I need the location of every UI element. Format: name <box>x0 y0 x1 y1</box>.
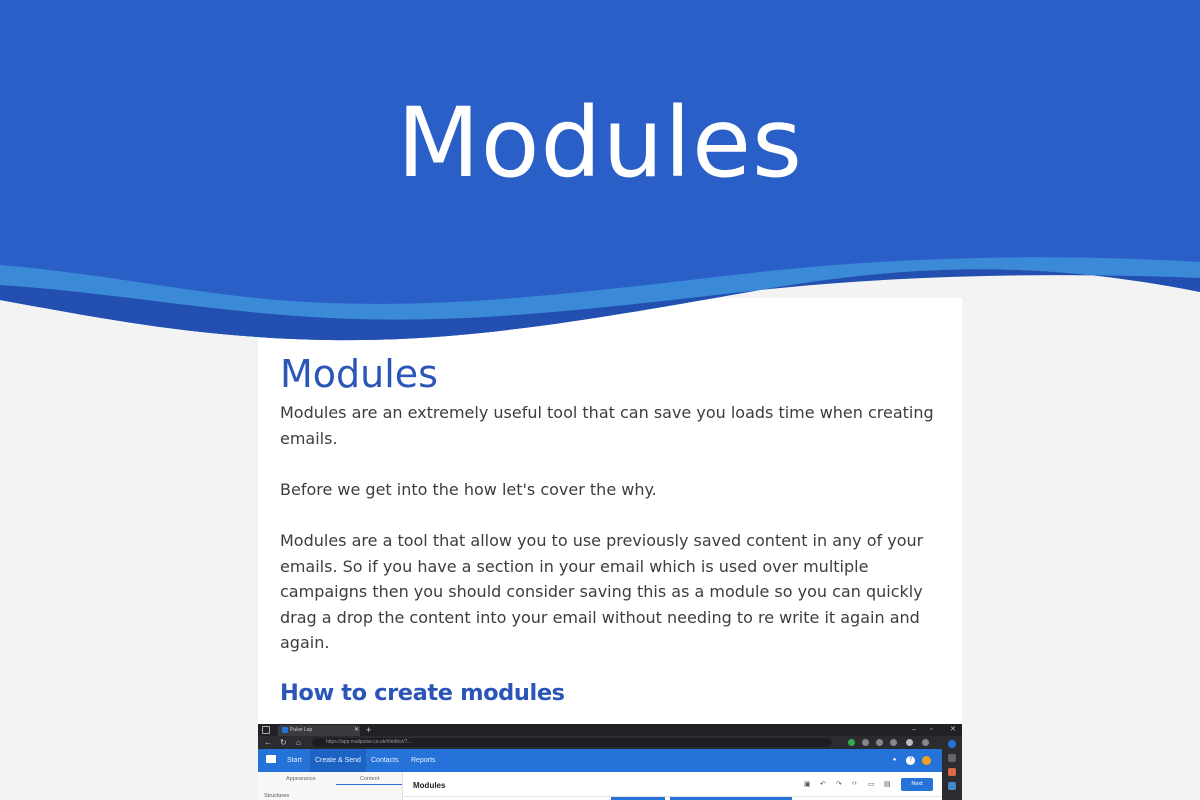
profile-icon[interactable] <box>906 739 913 746</box>
url-bar[interactable]: https://app.mailpulse.co.uk/#/editor/7... <box>312 738 832 747</box>
active-tab-indicator <box>336 784 402 785</box>
copilot-icon[interactable] <box>948 740 956 748</box>
bell-icon[interactable]: ● <box>892 757 897 763</box>
tools-icon[interactable] <box>948 768 956 776</box>
hero-title: Modules <box>396 87 804 199</box>
preview-icon[interactable]: ▭ <box>868 781 875 788</box>
section-heading: How to create modules <box>280 679 565 706</box>
avatar[interactable] <box>922 756 931 765</box>
article-content <box>280 350 950 706</box>
maximize-icon[interactable]: ▫ <box>930 726 933 733</box>
paragraph-intro: Modules are an extremely useful tool that can save you loads time when creating emails. <box>280 403 934 448</box>
undo-icon[interactable]: ↶ <box>820 781 826 788</box>
mail-icon[interactable] <box>266 755 276 763</box>
paragraph-explanation: Modules are a tool that allow you to use previously saved content in any of your emails. So if you have a section in your email which is used over multiple campaigns then you should consider saving this as a module so you can quickly drag a drop the content into your email without needing to re write it again and again. <box>280 530 924 653</box>
more-icon[interactable] <box>922 739 929 746</box>
browser-tabbar <box>258 724 962 736</box>
refresh-icon[interactable]: ↻ <box>280 738 287 747</box>
search-icon[interactable] <box>948 754 956 762</box>
back-icon[interactable]: ← <box>264 738 272 747</box>
collections-icon[interactable] <box>890 739 897 746</box>
close-window-icon[interactable]: ✕ <box>950 726 956 733</box>
hero-banner <box>0 0 1200 360</box>
browser-tab[interactable]: Pulse Lap <box>278 725 360 736</box>
next-button[interactable]: Next <box>901 778 933 791</box>
structures-section[interactable]: Structures <box>264 793 290 799</box>
tab-favicon-icon <box>282 727 288 733</box>
refresh-icon[interactable] <box>862 739 869 746</box>
save-icon[interactable]: ▣ <box>804 781 811 788</box>
nav-contacts[interactable]: Contacts <box>371 757 399 764</box>
app-screenshot <box>258 724 962 800</box>
minimize-icon[interactable]: – <box>912 726 916 733</box>
tab-content[interactable]: Content <box>360 776 380 782</box>
article-title: Modules <box>280 352 438 396</box>
tab-appearance[interactable]: Appearance <box>286 776 316 782</box>
new-tab-icon[interactable]: + <box>366 725 372 735</box>
browser-menu-icon[interactable] <box>262 726 270 734</box>
tab-close-icon[interactable]: ✕ <box>354 727 360 733</box>
extension-icon[interactable] <box>848 739 855 746</box>
redo-icon[interactable]: ↷ <box>836 781 842 788</box>
paragraph-why: Before we get into the how let's cover the why. <box>280 479 657 499</box>
home-icon[interactable]: ⌂ <box>296 738 301 747</box>
help-icon[interactable]: ? <box>906 756 915 765</box>
favorites-icon[interactable] <box>876 739 883 746</box>
code-icon[interactable]: ‹› <box>852 780 857 787</box>
editor-title: Modules <box>413 781 446 790</box>
nav-start[interactable]: Start <box>287 757 302 764</box>
layout-icon[interactable]: ▤ <box>884 781 891 788</box>
nav-reports[interactable]: Reports <box>411 757 436 764</box>
nav-create-send[interactable]: Create & Send <box>310 749 366 772</box>
games-icon[interactable] <box>948 782 956 790</box>
